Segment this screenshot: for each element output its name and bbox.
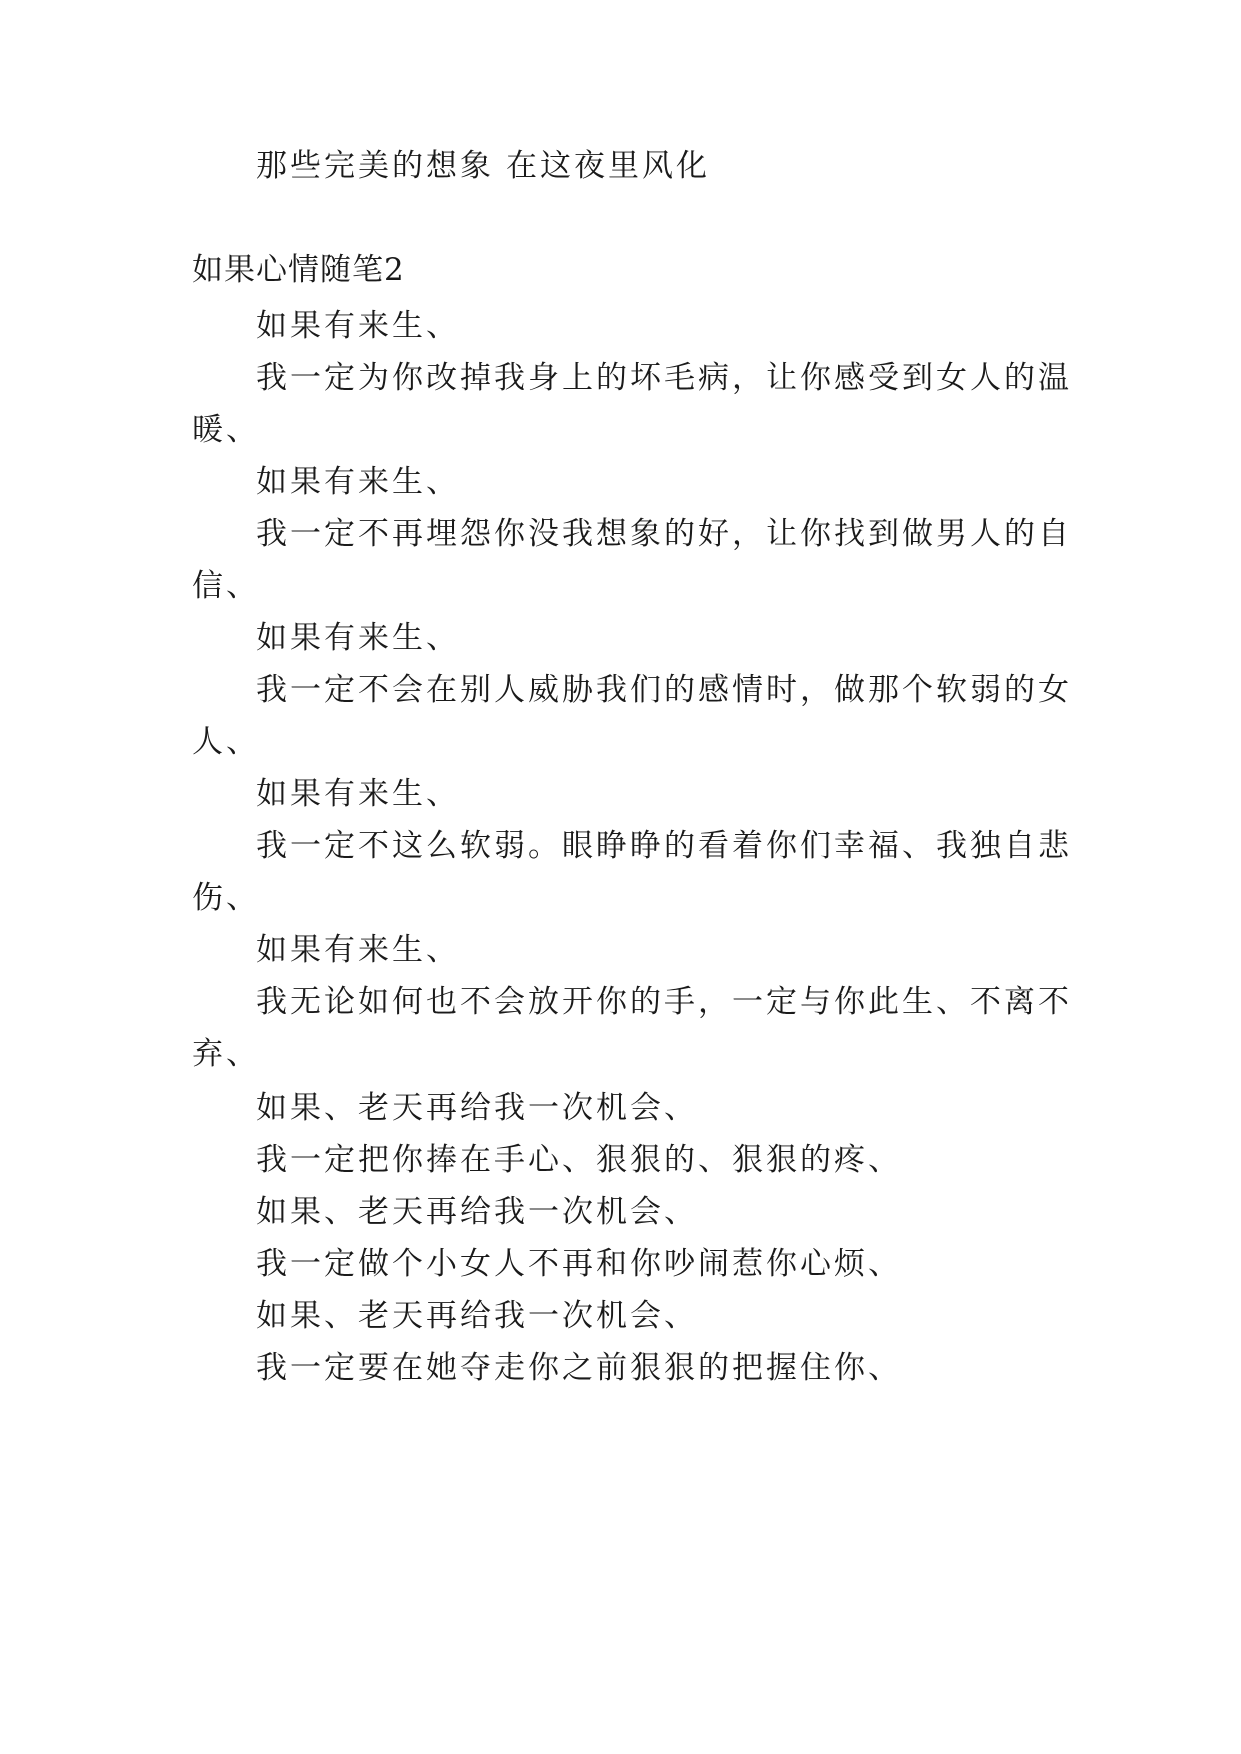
previous-poem-closing-line xyxy=(256,146,710,186)
text-line: 如果、老天再给我一次机会、 xyxy=(256,1090,698,1126)
text-line: 伤、 xyxy=(192,880,260,916)
section-title: 如果心情随笔2 xyxy=(192,252,405,288)
text-line: 我一定为你改掉我身上的坏毛病，让你感受到女人的温 xyxy=(256,360,1072,396)
text-line: 信、 xyxy=(192,568,260,604)
text-line: 暖、 xyxy=(192,412,260,448)
text-line: 我一定不这么软弱。眼睁睁的看着你们幸福、我独自悲 xyxy=(256,828,1072,864)
text-line: 如果有来生、 xyxy=(256,464,460,500)
text-line: 如果有来生、 xyxy=(256,620,460,656)
text-line: 我一定做个小女人不再和你吵闹惹你心烦、 xyxy=(256,1246,902,1282)
text-line: 如果有来生、 xyxy=(256,932,460,968)
closing-line-part-1: 那些完美的想象 xyxy=(256,148,494,184)
text-line: 如果、老天再给我一次机会、 xyxy=(256,1194,698,1230)
text-line: 我无论如何也不会放开你的手，一定与你此生、不离不 xyxy=(256,984,1072,1020)
text-line: 我一定不会在别人威胁我们的感情时，做那个软弱的女 xyxy=(256,672,1072,708)
text-line: 我一定要在她夺走你之前狠狠的把握住你、 xyxy=(256,1350,902,1386)
text-line: 人、 xyxy=(192,724,260,760)
text-line: 如果、老天再给我一次机会、 xyxy=(256,1298,698,1334)
text-line: 如果有来生、 xyxy=(256,308,460,344)
text-line: 弃、 xyxy=(192,1036,260,1072)
text-line: 我一定不再埋怨你没我想象的好，让你找到做男人的自 xyxy=(256,516,1072,552)
text-line: 我一定把你捧在手心、狠狠的、狠狠的疼、 xyxy=(256,1142,902,1178)
text-line: 如果有来生、 xyxy=(256,776,460,812)
closing-line-part-2: 在这夜里风化 xyxy=(506,148,710,184)
